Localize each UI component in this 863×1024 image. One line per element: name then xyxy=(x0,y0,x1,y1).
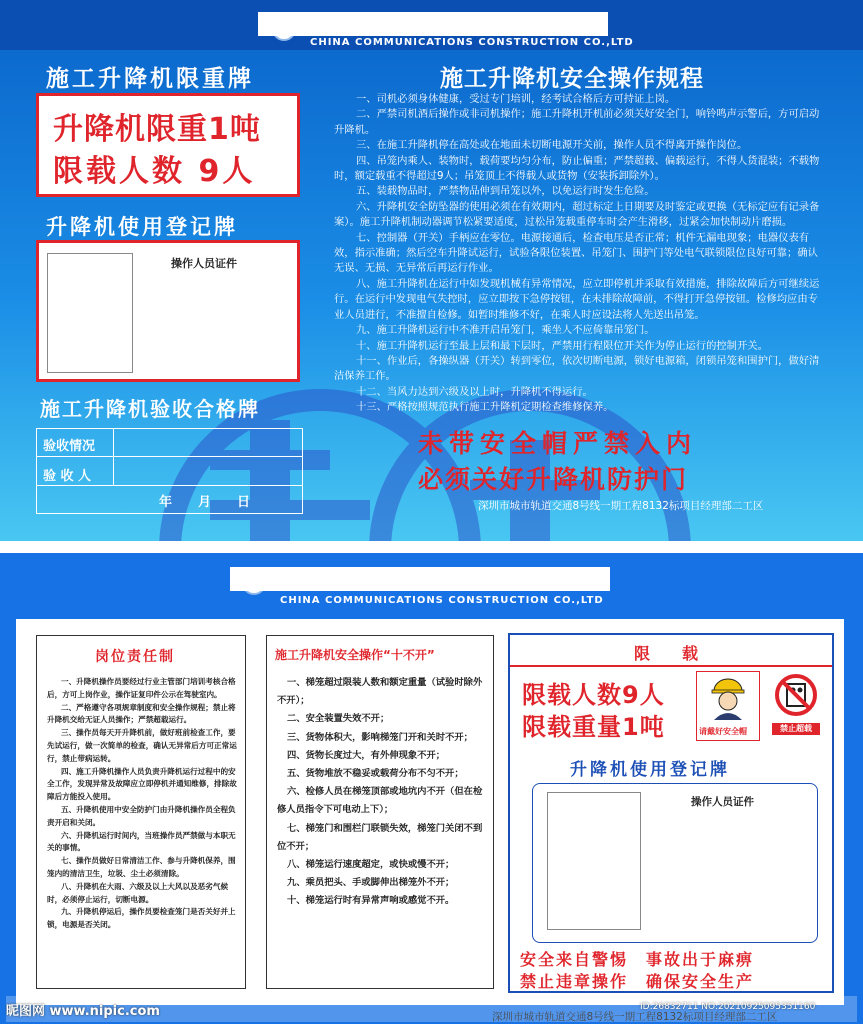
ten-no-title: 施工升降机安全操作“十不开” xyxy=(275,648,435,662)
table-divider xyxy=(37,485,302,486)
helmet-sign xyxy=(696,671,760,741)
duty-board xyxy=(0,553,863,1024)
table-divider xyxy=(37,456,302,457)
limit-register-box xyxy=(508,633,834,993)
acceptance-person-label: 验 收 人 xyxy=(43,469,92,484)
duty-box xyxy=(36,635,246,989)
acceptance-title: 施工升降机验收合格牌 xyxy=(40,397,260,421)
overload-sign-label: 禁止超载 xyxy=(772,723,820,735)
list-item: 三、在施工升降机停在高处或在地面未切断电源开关前，操作人员不得离开操作岗位。 xyxy=(356,139,748,152)
photo-placeholder xyxy=(47,253,133,373)
acceptance-date-label: 年 月 日 xyxy=(159,495,251,510)
list-item: 十、施工升降机运行至最上层和最下层时，严禁用行程限位开关作为停止运行的控制开关。 xyxy=(356,339,768,352)
helmet-sign-label: 请戴好安全帽 xyxy=(699,727,747,736)
rules-list xyxy=(334,92,828,418)
project-name: 深圳市城市轨道交通8号线一期工程8132标项目经理部二工区 xyxy=(478,500,764,512)
list-item: 二、严禁司机酒后操作或非司机操作；施工升降机开机前必须关好安全门，响铃鸣声示警后，方可启动升降机。 xyxy=(334,108,820,136)
list-item: 十一、作业后，各操纵器（开关）转到零位，依次切断电源，锁好电源箱，闭锁吊笼和围护门，做好清洁保养工作。 xyxy=(334,354,820,383)
limit-sign-title: 施工升降机限重牌 xyxy=(46,66,254,92)
limit-people-text: 限载人数9人 xyxy=(522,681,665,709)
list-item: 七、梯笼门和围栏门联锁失效，梯笼门关闭不到位不开； xyxy=(277,822,483,852)
cert-label: 操作人员证件 xyxy=(171,257,237,270)
site-watermark xyxy=(6,996,857,1022)
list-item: 七、操作员做好日常清洁工作、参与升降机保养，围笼内的清洁卫生，垃圾、尘土必须清除。 xyxy=(47,856,236,878)
image-id-text: ID:26832711 NO:20210925095351160 xyxy=(640,1002,816,1012)
list-item: 九、乘员把头、手或脚伸出梯笼外不开； xyxy=(287,877,455,889)
ten-no-box xyxy=(266,635,494,989)
warning-helmet: 未带安全帽严禁入内 xyxy=(418,429,698,458)
acceptance-status-label: 验收情况 xyxy=(43,439,96,454)
list-item: 十三、严格按照规范执行施工升降机定期检查维修保养。 xyxy=(356,401,614,414)
list-item: 四、施工升降机操作人员负责升降机运行过程中的安全工作，发现异常及故障应立即停机并通知维修，排除故障后方能投入使用。 xyxy=(47,766,237,802)
list-item: 二、安全装置失效不开； xyxy=(287,713,390,725)
list-item: 四、货物长度过大，有外伸现象不开； xyxy=(287,749,446,761)
list-item: 五、装载物品时，严禁物品伸到吊笼以外，以免运行时发生危险。 xyxy=(356,185,655,198)
list-item: 十二、当风力达到六级及以上时，升降机不得运行。 xyxy=(356,385,593,398)
limit-weight-text: 升降机限重1吨 xyxy=(53,112,261,147)
table-divider xyxy=(113,429,114,485)
list-item: 三、操作员每天开升降机前，做好班前检查工作，要先试运行，做一次简单的检查，确认无异常后方可正常运行，禁止带病运转。 xyxy=(47,728,237,763)
company-name-english: CHINA COMMUNICATIONS CONSTRUCTION CO.,LTD xyxy=(310,37,634,48)
register-box xyxy=(36,240,300,382)
acceptance-table xyxy=(36,428,303,514)
list-item: 一、梯笼超过限装人数和额定重量（试验时除外不开）； xyxy=(277,677,483,707)
photo-placeholder xyxy=(547,792,641,930)
list-item: 七、控制器（开关）手柄应在零位。电源接通后，检查电压是否正常；机件无漏电现象；电器仪表有效，指示准确；然后空车升降试运行，试验各限位装置、吊笼门、围护门等处电气联锁限位良好可靠；确认无误、无损、无异常后再运行作业。 xyxy=(334,231,818,275)
duty-list xyxy=(47,676,237,932)
list-item: 八、梯笼运行速度超定，或快或慢不开； xyxy=(287,859,455,871)
list-item: 五、货物堆放不稳妥或载荷分布不匀不开； xyxy=(287,768,464,780)
list-item: 十、梯笼运行时有异常声响或感觉不开。 xyxy=(287,895,455,907)
list-item: 二、严格遵守各项规章制度和安全操作规程；禁止将升降机交给无证人员操作；严禁超载运行。 xyxy=(47,702,236,725)
redacted-company-name xyxy=(230,567,610,591)
divider xyxy=(510,665,832,667)
duty-title: 岗位责任制 xyxy=(95,649,175,665)
cert-label: 操作人员证件 xyxy=(691,796,754,808)
limit-box xyxy=(36,93,300,197)
slogan-line1: 安全来自警惕 事故出于麻痹 xyxy=(520,950,755,969)
limit-people-text: 限载人数 9人 xyxy=(53,154,256,189)
company-name-english: CHINA COMMUNICATIONS CONSTRUCTION CO.,LTD xyxy=(280,595,604,606)
overload-sign xyxy=(768,671,824,739)
list-item: 九、施工升降机运行中不准开启吊笼门，乘坐人不应倚靠吊笼门。 xyxy=(356,324,655,337)
list-item: 九、升降机停运后，操作员要检查笼门是否关好并上锁，电源是否关闭。 xyxy=(47,907,236,930)
list-item: 八、施工升降机在运行中如发现机械有异常情况，应立即停机并采取有效措施，排除故障后方可继续运行。在运行中发现电气失控时，应立即按下急停按钮，在未排除故障前，不得打开急停按钮。检修均应由专业人员进行，不准擅自检修。如暂时维修不好，在乘人时应设法将人先送出吊笼。 xyxy=(334,277,820,321)
redacted-company-name xyxy=(258,12,608,36)
list-item: 五、升降机使用中安全防护门由升降机操作员全程负责开启和关闭。 xyxy=(47,804,236,827)
register-title: 升降机使用登记牌 xyxy=(46,215,238,239)
list-item: 四、吊笼内乘人、装物时，载荷要均匀分布，防止偏重；严禁超载、偏载运行，不得人货混装；不载物时，额定载重不得超过9人；吊笼顶上不得载人或货物（安装拆卸除外）。 xyxy=(334,154,820,183)
project-name: 深圳市城市轨道交通8号线一期工程8132标项目经理部二工区 xyxy=(492,1011,778,1023)
list-item: 三、货物体积大，影响梯笼门开和关时不开； xyxy=(287,731,473,743)
limit-heading: 限 载 xyxy=(634,644,699,663)
limit-weight-text: 限载重量1吨 xyxy=(522,713,665,741)
rules-title: 施工升降机安全操作规程 xyxy=(440,66,704,92)
warning-door: 必须关好升降机防护门 xyxy=(418,465,689,494)
list-item: 一、升降机操作员要经过行业主管部门培训考核合格后，方可上岗作业，操作证复印件公示在驾驶室内。 xyxy=(47,677,236,699)
slogan-line2: 禁止违章操作 确保安全生产 xyxy=(520,972,755,991)
ten-no-list xyxy=(277,674,485,911)
register-title: 升降机使用登记牌 xyxy=(570,760,730,780)
site-watermark-text: 昵图网 www.nipic.com xyxy=(6,1004,160,1019)
white-panel xyxy=(16,619,844,1005)
no-overload-icon xyxy=(774,673,818,721)
worker-helmet-icon xyxy=(711,676,745,724)
list-item: 六、检修人员在梯笼顶部或地坑内不开（但在检修人员指令下可电动上下）； xyxy=(277,786,483,816)
list-item: 六、升降机安全防坠器的使用必须在有效期内，超过标定上日期要及时鉴定或更换（无标定应有记录备案）。施工升降机制动器调节松紧要适度，过松吊笼载重停车时会产生滑移，过紧会加快制动片磨损。 xyxy=(334,200,820,229)
list-item: 一、司机必须身体健康，受过专门培训，经考试合格后方可持证上岗。 xyxy=(356,93,676,105)
list-item: 六、升降机运行时间内，当班操作员严禁做与本职无关的事情。 xyxy=(47,830,236,853)
list-item: 八、升降机在大雨、六级及以上大风以及恶劣气候时，必须停止运行，切断电源。 xyxy=(47,881,229,904)
register-box xyxy=(532,783,818,943)
